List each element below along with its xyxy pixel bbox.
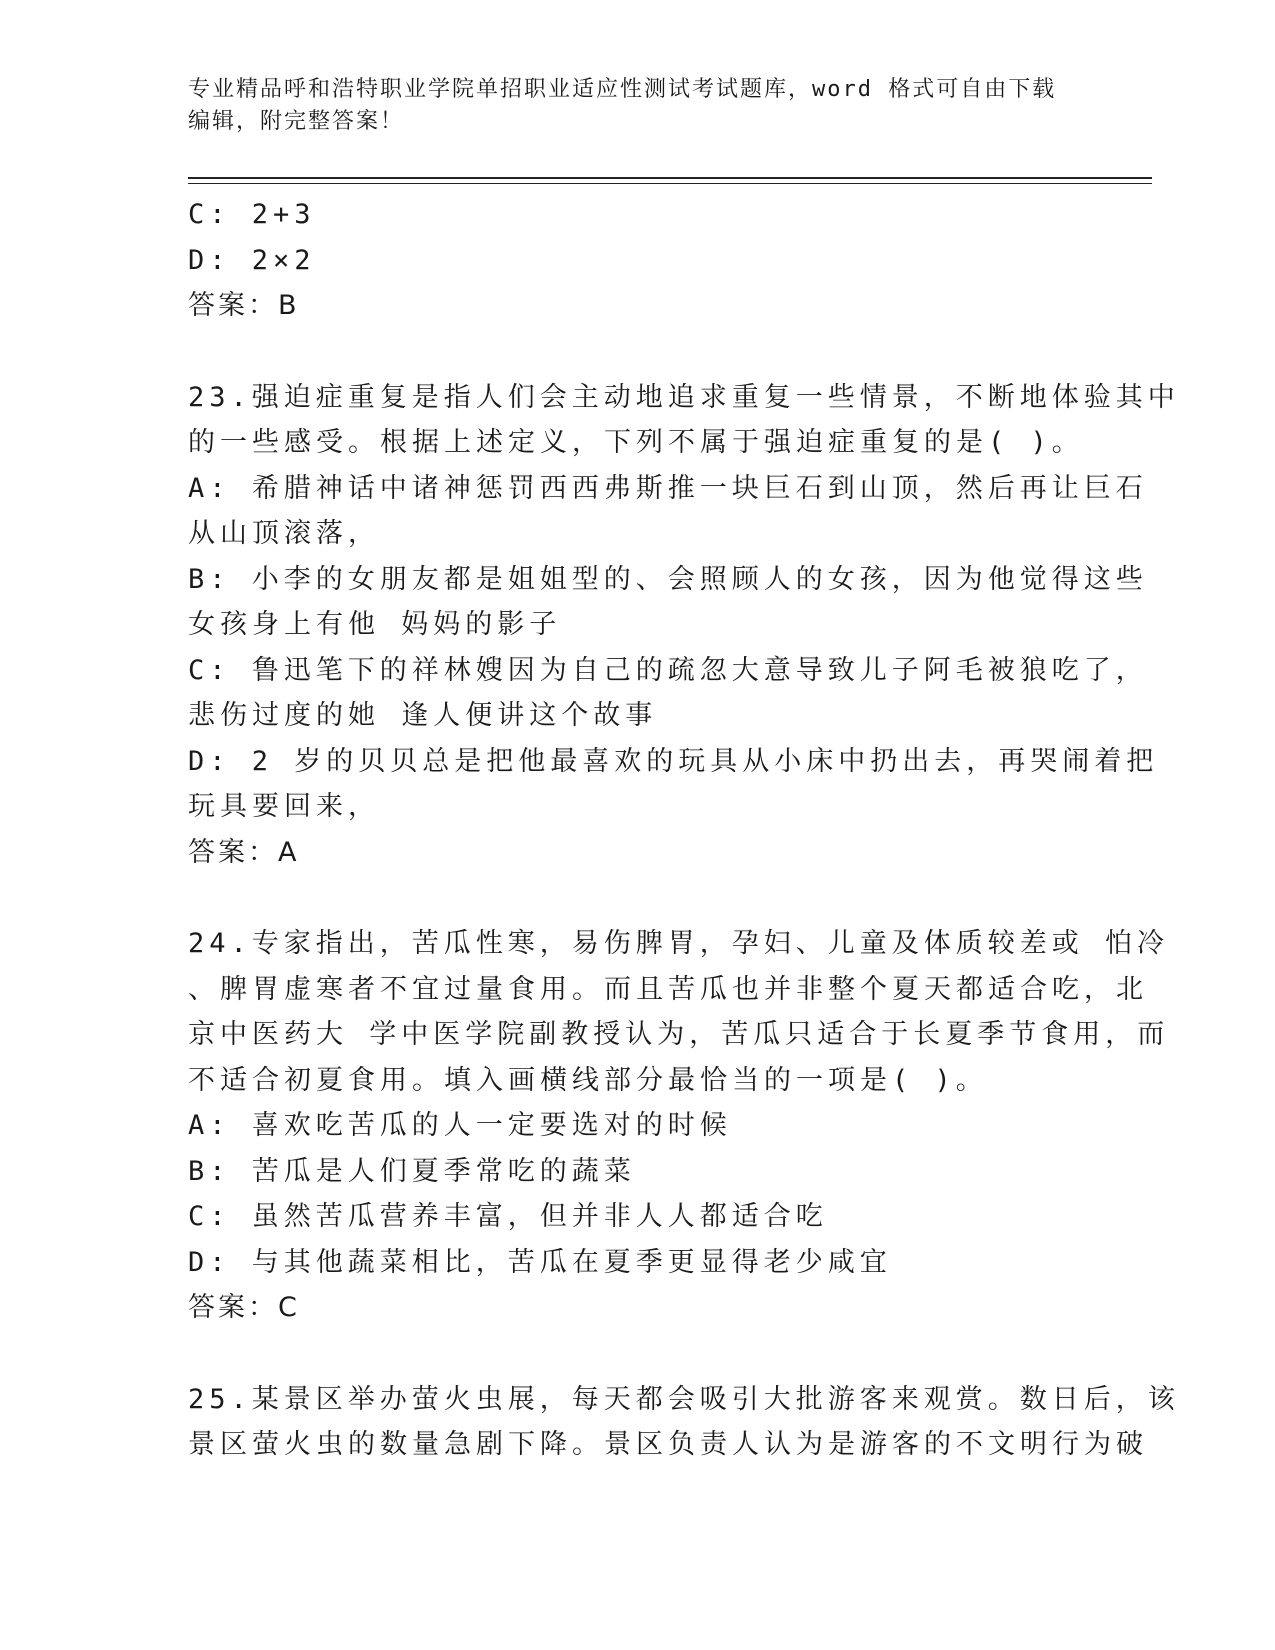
- page-header: [188, 74, 1088, 138]
- question-stem: 25.某景区举办萤火虫展，每天都会吸引大批游客来观赏。数日后，该: [188, 1383, 1180, 1415]
- question-stem: 、脾胃虚寒者不宜过量食用。而且苦瓜也并非整个夏天都适合吃，北: [188, 973, 1148, 1005]
- question-stem: 的一些感受。根据上述定义，下列不属于强迫症重复的是( )。: [188, 427, 1084, 458]
- spacer: [188, 329, 1088, 375]
- option-c: 悲伤过度的她 逢人便讲这个故事: [188, 700, 658, 731]
- option-d: D: 2×2: [188, 244, 316, 276]
- option-d: 玩具要回来，: [188, 791, 380, 822]
- answer: 答案：B: [188, 290, 300, 321]
- header-line-2: 编辑，附完整答案！: [188, 109, 405, 134]
- option-c: C: 鲁迅笔下的祥林嫂因为自己的疏忽大意导致儿子阿毛被狼吃了，: [188, 654, 1148, 686]
- question-stem: 景区萤火虫的数量急剧下降。景区负责人认为是游客的不文明行为破: [188, 1429, 1148, 1460]
- option-b: B: 苦瓜是人们夏季常吃的蔬菜: [188, 1155, 636, 1187]
- option-a: A: 希腊神话中诸神惩罚西西弗斯推一块巨石到山顶，然后再让巨石: [188, 472, 1148, 504]
- option-b: 女孩身上有他 妈妈的影子: [188, 609, 562, 640]
- option-c: C: 2+3: [188, 199, 316, 230]
- header-rule-thin: [188, 183, 1152, 184]
- answer: 答案：C: [188, 1292, 300, 1323]
- question-stem: 24.专家指出，苦瓜性寒，易伤脾胃，孕妇、儿童及体质较差或 怕冷: [188, 928, 1170, 959]
- question-stem: 京中医药大 学中医学院副教授认为，苦瓜只适合于长夏季节食用，而: [188, 1019, 1170, 1050]
- spacer: [188, 1331, 1088, 1377]
- question-24: [188, 921, 1170, 1331]
- question-22: [188, 192, 1088, 329]
- option-d: D: 2 岁的贝贝总是把他最喜欢的玩具从小床中扔出去，再哭闹着把: [188, 745, 1159, 777]
- answer: 答案：A: [188, 836, 300, 868]
- option-c: C: 虽然苦瓜营养丰富，但并非人人都适合吃: [188, 1201, 828, 1232]
- question-stem: 23.强迫症重复是指人们会主动地追求重复一些情景，不断地体验其中: [188, 381, 1180, 413]
- option-d: D: 与其他蔬菜相比，苦瓜在夏季更显得老少咸宜: [188, 1246, 892, 1278]
- header-rule-thick: [188, 177, 1152, 179]
- question-stem: 不适合初夏食用。填入画横线部分最恰当的一项是( )。: [188, 1064, 988, 1096]
- header-line-1: 专业精品呼和浩特职业学院单招职业适应性测试考试题库，word 格式可自由下载: [188, 77, 1057, 102]
- option-b: B: 小李的女朋友都是姐姐型的、会照顾人的女孩，因为他觉得这些: [188, 563, 1148, 595]
- document-body: [188, 192, 1180, 1468]
- option-a: 从山顶滚落，: [188, 518, 380, 549]
- question-25: [188, 1377, 1180, 1468]
- option-a: A: 喜欢吃苦瓜的人一定要选对的时候: [188, 1110, 732, 1141]
- question-23: [188, 375, 1180, 876]
- spacer: [188, 875, 1088, 921]
